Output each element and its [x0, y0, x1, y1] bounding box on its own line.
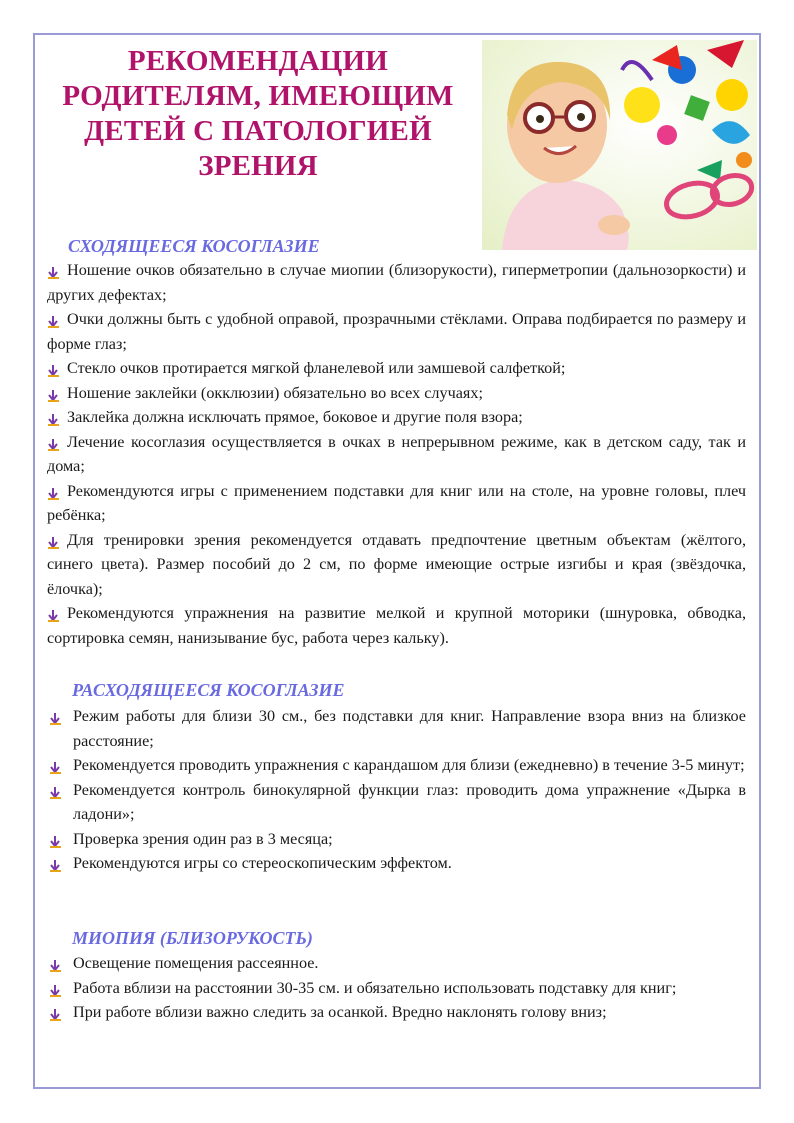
bullet-arrow-icon — [47, 386, 60, 400]
child-with-glasses-illustration — [482, 40, 757, 250]
list-item: Режим работы для близи 30 см., без подставки для книг. Направление взора вниз на близкое расстояние; — [47, 704, 746, 753]
list-item: Рекомендуются игры со стереоскопическим эффектом. — [47, 851, 746, 876]
bullet-arrow-icon — [49, 783, 62, 797]
title-line-1: РЕКОМЕНДАЦИИ — [127, 45, 389, 77]
list-item: Для тренировки зрения рекомендуется отдавать предпочтение цветным объектам (жёлтого, синего цвета). Размер пособий до 2 см, по форме имеющие острые изгибы и края (звёздочка, ёлочка); — [47, 530, 746, 598]
list-item: Рекомендуются игры с применением подставки для книг или на столе, на уровне головы, плеч ребёнка; — [47, 481, 746, 524]
section-heading-divergent: РАСХОДЯЩЕЕСЯ КОСОГЛАЗИЕ — [72, 680, 345, 700]
bullet-arrow-icon — [47, 410, 60, 424]
list-item: Заклейка должна исключать прямое, боковое и другие поля взора; — [47, 405, 746, 430]
list-item: Рекомендуется проводить упражнения с карандашом для близи (ежедневно) в течение 3-5 минут; — [47, 753, 746, 778]
list-item: Проверка зрения один раз в 3 месяца; — [47, 827, 746, 852]
title-line-2: РОДИТЕЛЯМ, ИМЕЮЩИМ — [62, 80, 454, 112]
bullet-arrow-icon — [49, 981, 62, 995]
list-item: Очки должны быть с удобной оправой, прозрачными стёклами. Оправа подбирается по размеру и форме глаз; — [47, 310, 746, 353]
title-line-3: ДЕТЕЙ С ПАТОЛОГИЕЙ — [84, 115, 432, 147]
list-item: Рекомендуются упражнения на развитие мелкой и крупной моторики (шнуровка, обводка, сортировка семян, нанизывание бус, работа через кальку). — [47, 604, 746, 647]
section-heading-convergent: СХОДЯЩЕЕСЯ КОСОГЛАЗИЕ — [68, 236, 320, 256]
bullet-arrow-icon — [47, 435, 60, 449]
list-item: Лечение косоглазия осуществляется в очках в непрерывном режиме, как в детском саду, так и дома; — [47, 432, 746, 475]
bullet-arrow-icon — [49, 856, 62, 870]
bullet-arrow-icon — [49, 1005, 62, 1019]
list-item: Ношение очков обязательно в случае миопии (близорукости), гиперметропии (дальнозоркости) и других дефектах; — [47, 261, 746, 304]
divergent-list — [47, 704, 746, 876]
bullet-arrow-icon — [49, 956, 62, 970]
list-item: Рекомендуется контроль бинокулярной функции глаз: проводить дома упражнение «Дырка в ладони»; — [47, 778, 746, 827]
page-title — [52, 44, 464, 184]
bullet-arrow-icon — [47, 361, 60, 375]
myopia-list — [47, 951, 746, 1025]
section-heading-myopia: МИОПИЯ (БЛИЗОРУКОСТЬ) — [72, 928, 313, 948]
bullet-arrow-icon — [47, 533, 60, 547]
bullet-arrow-icon — [47, 263, 60, 277]
list-item: Работа вблизи на расстоянии 30-35 см. и обязательно использовать подставку для книг; — [47, 976, 746, 1001]
list-item: При работе вблизи важно следить за осанкой. Вредно наклонять голову вниз; — [47, 1000, 746, 1025]
bullet-arrow-icon — [49, 709, 62, 723]
bullet-arrow-icon — [47, 312, 60, 326]
list-item: Ношение заклейки (окклюзии) обязательно во всех случаях; — [47, 381, 746, 406]
title-line-4: ЗРЕНИЯ — [198, 150, 318, 182]
list-item: Стекло очков протирается мягкой фланелевой или замшевой салфеткой; — [47, 356, 746, 381]
bullet-arrow-icon — [47, 484, 60, 498]
bullet-arrow-icon — [49, 832, 62, 846]
bullet-arrow-icon — [49, 758, 62, 772]
bullet-arrow-icon — [47, 606, 60, 620]
convergent-list — [47, 258, 746, 650]
list-item: Освещение помещения рассеянное. — [47, 951, 746, 976]
